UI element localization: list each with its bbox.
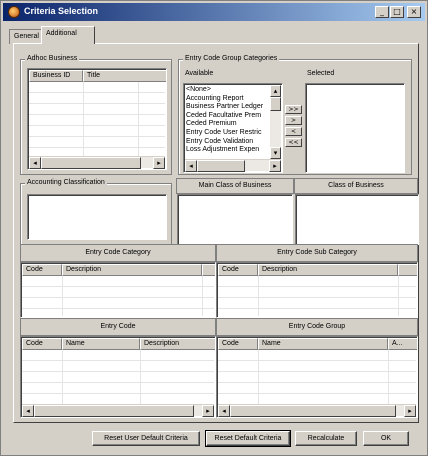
column-header-code[interactable]: Code bbox=[22, 338, 62, 350]
entry-code-group-grid[interactable] bbox=[216, 336, 418, 418]
grid-header bbox=[29, 70, 165, 82]
accounting-classification-group bbox=[20, 179, 172, 245]
window-title: Criteria Selection bbox=[24, 6, 99, 16]
grid-header bbox=[218, 264, 416, 276]
column-header-code[interactable]: Code bbox=[22, 264, 62, 276]
entry-code-group-header: Entry Code Group bbox=[216, 318, 418, 336]
class-of-business-list[interactable] bbox=[295, 194, 419, 245]
table-row[interactable] bbox=[22, 309, 214, 318]
list-item[interactable]: Business Partner Ledger bbox=[186, 103, 264, 111]
column-header-code[interactable]: Code bbox=[218, 264, 258, 276]
horizontal-scrollbar[interactable] bbox=[22, 404, 214, 416]
list-item[interactable]: <None> bbox=[186, 86, 211, 93]
scroll-right-arrow-icon[interactable]: ▸ bbox=[269, 160, 281, 172]
column-header-title[interactable]: Title bbox=[83, 70, 167, 82]
entry-code-sub-category-header: Entry Code Sub Category bbox=[216, 244, 418, 262]
selected-label: Selected bbox=[307, 70, 335, 77]
table-row[interactable] bbox=[218, 298, 416, 309]
selected-list[interactable] bbox=[305, 83, 405, 173]
table-row[interactable] bbox=[218, 361, 416, 372]
grid-rows bbox=[22, 276, 214, 316]
table-row[interactable] bbox=[218, 383, 416, 394]
scroll-thumb[interactable] bbox=[41, 157, 141, 169]
move-left-button[interactable]: < bbox=[285, 127, 302, 136]
tab-additional[interactable]: Additional bbox=[41, 26, 95, 44]
entry-code-group-categories-group bbox=[178, 55, 412, 175]
scroll-right-arrow-icon[interactable]: ▸ bbox=[153, 157, 165, 169]
table-row[interactable] bbox=[22, 298, 214, 309]
table-row[interactable] bbox=[29, 137, 165, 148]
column-header-truncated[interactable]: A... bbox=[388, 338, 418, 350]
grid-header bbox=[22, 338, 214, 350]
scroll-left-arrow-icon[interactable]: ◂ bbox=[22, 405, 34, 417]
table-row[interactable] bbox=[218, 287, 416, 298]
entry-code-category-header: Entry Code Category bbox=[20, 244, 216, 262]
column-header-business-id[interactable]: Business ID bbox=[29, 70, 83, 82]
grid-header bbox=[218, 338, 416, 350]
accounting-classification-list[interactable] bbox=[27, 194, 167, 240]
scroll-thumb[interactable] bbox=[197, 160, 245, 172]
vertical-scrollbar[interactable] bbox=[270, 85, 281, 159]
scroll-down-arrow-icon[interactable]: ▾ bbox=[270, 147, 281, 159]
app-icon bbox=[8, 6, 20, 18]
table-row[interactable] bbox=[29, 126, 165, 137]
table-row[interactable] bbox=[29, 82, 165, 93]
adhoc-business-title: Adhoc Business bbox=[27, 55, 78, 62]
accounting-classification-title: Accounting Classification bbox=[27, 179, 105, 186]
recalculate-button[interactable]: Recalculate bbox=[295, 431, 357, 446]
adhoc-business-group bbox=[20, 55, 172, 175]
table-row[interactable] bbox=[22, 361, 214, 372]
column-header-description[interactable]: Description bbox=[258, 264, 398, 276]
horizontal-scrollbar[interactable] bbox=[29, 156, 165, 168]
move-right-button[interactable]: > bbox=[285, 116, 302, 125]
adhoc-business-grid[interactable] bbox=[27, 68, 167, 170]
tab-general[interactable]: General bbox=[9, 29, 43, 44]
list-item[interactable]: Accounting Report bbox=[186, 94, 244, 102]
main-class-list[interactable] bbox=[177, 194, 293, 245]
column-header-description[interactable]: Description bbox=[62, 264, 202, 276]
reset-user-default-criteria-button[interactable]: Reset User Default Criteria bbox=[92, 431, 200, 446]
table-row[interactable] bbox=[29, 115, 165, 126]
scroll-thumb[interactable] bbox=[230, 405, 396, 417]
horizontal-scrollbar[interactable] bbox=[185, 159, 281, 171]
maximize-button[interactable]: □ bbox=[390, 6, 404, 18]
title-bar[interactable] bbox=[3, 3, 425, 21]
entry-code-grid[interactable] bbox=[20, 336, 216, 418]
table-row[interactable] bbox=[22, 287, 214, 298]
column-header-blank bbox=[398, 264, 418, 276]
scroll-left-arrow-icon[interactable]: ◂ bbox=[29, 157, 41, 169]
move-all-right-button[interactable]: >> bbox=[285, 105, 302, 114]
entry-code-header: Entry Code bbox=[20, 318, 216, 336]
scroll-thumb[interactable] bbox=[34, 405, 194, 417]
table-row[interactable] bbox=[22, 383, 214, 394]
table-row[interactable] bbox=[218, 350, 416, 361]
entry-code-category-grid[interactable] bbox=[20, 262, 216, 318]
scroll-up-arrow-icon[interactable]: ▴ bbox=[270, 85, 281, 97]
available-list[interactable] bbox=[183, 83, 283, 173]
column-header-blank bbox=[202, 264, 216, 276]
entry-code-group-categories-title: Entry Code Group Categories bbox=[185, 55, 278, 62]
tab-panel-additional bbox=[13, 43, 419, 423]
table-row[interactable] bbox=[22, 276, 214, 287]
scroll-right-arrow-icon[interactable]: ▸ bbox=[404, 405, 416, 417]
column-header-code[interactable]: Code bbox=[218, 338, 258, 350]
table-row[interactable] bbox=[218, 372, 416, 383]
main-class-header: Main Class of Business bbox=[176, 178, 294, 194]
list-item[interactable]: Ceded Facultative Prem bbox=[186, 111, 262, 119]
column-header-name[interactable]: Name bbox=[258, 338, 388, 350]
table-row[interactable] bbox=[29, 104, 165, 115]
move-all-left-button[interactable]: << bbox=[285, 138, 302, 147]
grid-header bbox=[22, 264, 214, 276]
table-row[interactable] bbox=[22, 372, 214, 383]
available-label: Available bbox=[185, 70, 214, 77]
table-row[interactable] bbox=[218, 276, 416, 287]
entry-code-sub-category-grid[interactable] bbox=[216, 262, 418, 318]
grid-rows bbox=[218, 276, 416, 316]
column-header-description[interactable]: Description bbox=[140, 338, 216, 350]
table-row[interactable] bbox=[218, 309, 416, 318]
list-item[interactable]: Loss Adjustment Expen bbox=[186, 146, 260, 154]
list-item[interactable]: Entry Code User Restric bbox=[186, 128, 262, 136]
list-item[interactable]: Entry Code Validation bbox=[186, 137, 254, 145]
available-list-items bbox=[186, 86, 270, 155]
close-button[interactable]: × bbox=[407, 6, 421, 18]
minimize-button[interactable]: _ bbox=[375, 6, 389, 18]
horizontal-scrollbar[interactable] bbox=[218, 404, 416, 416]
table-row[interactable] bbox=[22, 350, 214, 361]
column-header-name[interactable]: Name bbox=[62, 338, 140, 350]
reset-default-criteria-button[interactable]: Reset Default Criteria bbox=[206, 431, 290, 446]
scroll-thumb[interactable] bbox=[270, 97, 281, 111]
scroll-left-arrow-icon[interactable]: ◂ bbox=[218, 405, 230, 417]
list-item[interactable]: Ceded Premium bbox=[186, 120, 237, 128]
class-of-business-header: Class of Business bbox=[294, 178, 418, 194]
scroll-right-arrow-icon[interactable]: ▸ bbox=[202, 405, 214, 417]
scroll-left-arrow-icon[interactable]: ◂ bbox=[185, 160, 197, 172]
ok-button[interactable]: OK bbox=[363, 431, 409, 446]
table-row[interactable] bbox=[29, 93, 165, 104]
